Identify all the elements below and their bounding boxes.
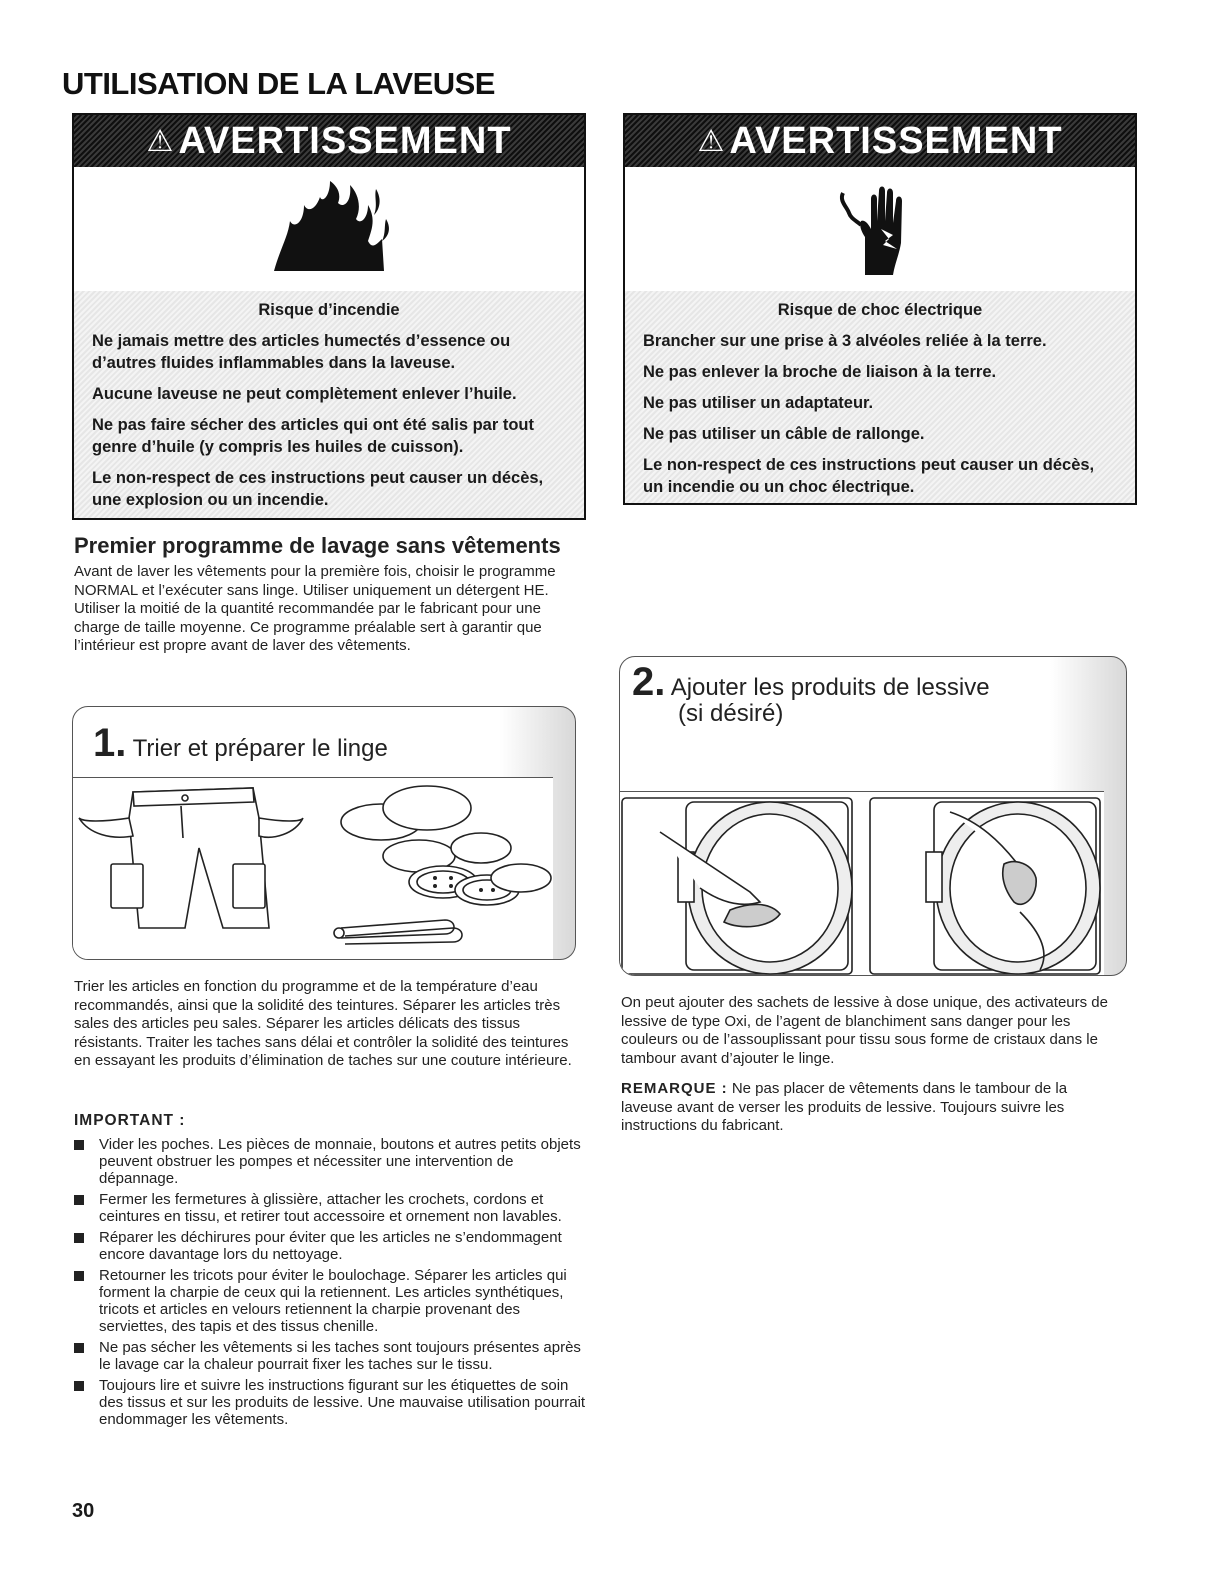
warning-header-label: AVERTISSEMENT: [729, 120, 1063, 162]
list-item-text: Vider les poches. Les pièces de monnaie, boutons et autres petits objets peuvent obstruer les pompes et nécessiter une intervention de dépannage.: [99, 1136, 581, 1187]
list-item: [74, 1377, 588, 1428]
warning-line: Le non-respect de ces instructions peut causer un décès, un incendie ou un choc électrique.: [643, 456, 1095, 496]
electric-icon-area: [625, 167, 1135, 293]
warning-risk-title: Risque de choc électrique: [777, 301, 983, 319]
step2-title-line1: Ajouter les produits de lessive: [670, 674, 990, 701]
warning-line: Ne pas utiliser un adaptateur.: [643, 394, 874, 412]
electric-warning-box: [623, 113, 1137, 505]
list-item: [74, 1229, 588, 1263]
step2-number: 2.: [632, 660, 666, 704]
warning-line: Ne pas faire sécher des articles qui ont été salis par tout genre d’huile (y compris les huiles de cuisson).: [92, 416, 534, 456]
step2-remark: [621, 1080, 1117, 1136]
list-item-text: Réparer les déchirures pour éviter que les articles ne s’endommagent encore davantage lors du nettoyage.: [99, 1229, 562, 1263]
list-item: [74, 1339, 588, 1373]
first-cycle-text: Avant de laver les vêtements pour la première fois, choisir le programme NORMAL et l’exécuter sans linge. Utiliser uniquement un détergent HE. Utiliser la moitié de la quantité recommandée par le fabricant pour une charge de taille moyenne. Ce programme préalable sert à garantir que l’intérieur est propre avant de laver des vêtements.: [74, 563, 556, 655]
washer-drum-illustration: [620, 792, 1104, 976]
bullet-square-icon: [74, 1343, 84, 1353]
step2-title-line2: (si désiré): [678, 700, 784, 727]
page-title: UTILISATION DE LA LAVEUSE: [62, 66, 495, 101]
list-item-text: Retourner les tricots pour éviter le boulochage. Séparer les articles qui forment la charpie de ceux qui la retiennent. Les articles synthétiques, tricots et articles en velours retiennent la charpie provenant des serviettes, des tapis et des tissus chenille.: [99, 1267, 567, 1335]
step1-title-text: Trier et préparer le linge: [132, 735, 388, 762]
page-number: 30: [72, 1500, 95, 1522]
list-item-text: Toujours lire et suivre les instructions figurant sur les étiquettes de soin des tissus et sur les produits de lessive. Une mauvaise utilisation pourrait endommager les vêtements.: [99, 1377, 586, 1428]
list-item-text: Ne pas sécher les vêtements si les taches sont toujours présentes après le lavage car la chaleur pourrait fixer les taches sur le tissu.: [99, 1339, 581, 1373]
warning-header: [625, 115, 1135, 167]
warning-triangle-icon: ⚠: [146, 125, 175, 158]
fire-warning-box: [72, 113, 586, 520]
step1-illustration: [73, 777, 553, 960]
step2-box: [619, 656, 1127, 976]
warning-body: [74, 291, 584, 518]
warning-line: Le non-respect de ces instructions peut causer un décès, une explosion ou un incendie.: [92, 469, 544, 509]
step2-title: [632, 660, 990, 727]
bullet-square-icon: [74, 1195, 84, 1205]
important-label: IMPORTANT :: [74, 1112, 186, 1129]
list-item: [74, 1136, 588, 1187]
list-item: [74, 1267, 588, 1335]
warning-risk-title: Risque d’incendie: [258, 301, 400, 319]
important-list: [74, 1136, 588, 1432]
warning-body: [625, 291, 1135, 503]
first-cycle-heading: Premier programme de lavage sans vêtements: [74, 533, 561, 558]
warning-triangle-icon: ⚠: [697, 125, 726, 158]
warning-line: Aucune laveuse ne peut complètement enlever l’huile.: [92, 385, 517, 403]
bullet-square-icon: [74, 1233, 84, 1243]
remark-label: REMARQUE :: [621, 1080, 728, 1097]
step2-illustration: [620, 791, 1104, 976]
bullet-square-icon: [74, 1140, 84, 1150]
electric-shock-hand-icon: [835, 179, 925, 279]
list-item-text: Fermer les fermetures à glissière, attacher les crochets, cordons et ceintures en tissu, et retirer tout accessoire et ornement non lavables.: [99, 1191, 562, 1225]
list-item: [74, 1191, 588, 1225]
warning-header-label: AVERTISSEMENT: [178, 120, 512, 162]
warning-line: Brancher sur une prise à 3 alvéoles reliée à la terre.: [643, 332, 1047, 350]
step2-text: On peut ajouter des sachets de lessive à dose unique, des activateurs de lessive de type Oxi, de l’agent de blanchiment sans danger pour les couleurs ou de l’assouplissant pour tissu sous forme de cristaux dans le tambour avant d’ajouter le linge.: [621, 994, 1108, 1067]
warning-line: Ne jamais mettre des articles humectés d’essence ou d’autres fluides inflammables dans la laveuse.: [92, 332, 511, 372]
bullet-square-icon: [74, 1271, 84, 1281]
warning-header: [74, 115, 584, 167]
step1-box: [72, 706, 576, 960]
warning-line: Ne pas utiliser un câble de rallonge.: [643, 425, 925, 443]
step1-text: Trier les articles en fonction du programme et de la température d’eau recommandés, ainsi que la solidité des teintures. Séparer les articles très sales des articles peu sales. Séparer les articles délicats des tissus résistants. Traiter les taches sans délai et contrôler la solidité des teintures en essayant les produits d’élimination de taches sur une couture intérieure.: [74, 978, 572, 1070]
step1-number: 1.: [93, 721, 127, 765]
warning-line: Ne pas enlever la broche de liaison à la terre.: [643, 363, 997, 381]
remark-text: Ne pas placer de vêtements dans le tambour de la laveuse avant de verser les produits de lessive. Toujours suivre les instructions du fabricant.: [621, 1080, 1068, 1135]
step1-title: [93, 721, 388, 766]
fire-icon: [264, 179, 394, 279]
fire-icon-area: [74, 167, 584, 293]
sorting-laundry-illustration: [73, 778, 553, 960]
bullet-square-icon: [74, 1381, 84, 1391]
